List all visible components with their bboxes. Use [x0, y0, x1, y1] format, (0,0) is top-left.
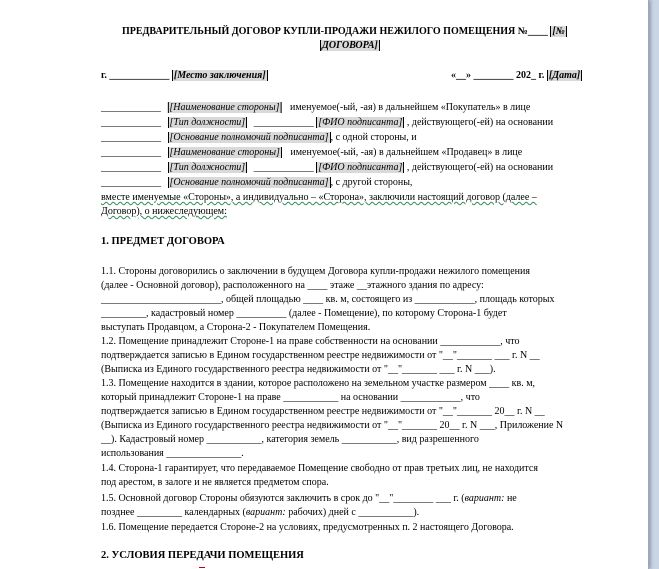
seller-signer-placeholder[interactable]: [ФИО подписанта]	[318, 162, 403, 173]
p1-4: _________, кадастровый номер __________ (далее - Помещение), по которому Сторона-1 будет	[101, 308, 507, 319]
seller-basis-placeholder[interactable]: [Основание полномочий подписанта]	[169, 177, 329, 188]
buyer-position-placeholder[interactable]: [Тип должности]	[169, 117, 246, 128]
p3-2: который принадлежит Стороне-1 на праве ___________ на основании ____________, что	[101, 392, 480, 403]
p1-2: (далее - Основной договор), расположенного на ____ этаже __этажного здания по адресу:	[101, 280, 484, 291]
p5-1: 1.5. Основной договор Стороны обязуются заключить в срок до "__"________ ___ г. (вариант: не	[101, 493, 517, 504]
parties-line-1: ____________ [Наименование стороны] именуемое(-ый, -ая) в дальнейшем «Покупатель» в лице	[101, 102, 531, 113]
p5-2: позднее _________ календарных (вариант: рабочих) дней с ___________).	[101, 507, 420, 518]
p1-3: ________________________, общей площадью ____ кв. м, состоящего из ____________, площадь которых	[101, 294, 555, 305]
p4-2: под арестом, в залоге и не является предметом спора.	[101, 477, 329, 488]
p4-1: 1.4. Сторона-1 гарантирует, что передаваемое Помещение свободно от прав третьих лиц, не находится	[101, 463, 538, 474]
title-line1: ПРЕДВАРИТЕЛЬНЫЙ ДОГОВОР КУПЛИ-ПРОДАЖИ НЕЖИЛОГО ПОМЕЩЕНИЯ №____	[122, 26, 548, 37]
parties-line-4: ____________ [Наименование стороны] именуемое(-ый, -ая) в дальнейшем «Продавец» в лице	[101, 147, 523, 158]
p3-6: использования _______________.	[101, 448, 244, 459]
place-line	[101, 70, 268, 82]
contract-number-placeholder-a[interactable]: [№	[552, 26, 565, 37]
p3-4: (Выписка из Единого государственного реестра недвижимости от "__"_______ 20__ г. N ___, Приложение N	[101, 420, 564, 431]
section1-heading: 1. ПРЕДМЕТ ДОГОВОРА	[101, 236, 225, 247]
parties-line-3: ____________ [Основание полномочий подписанта] , с одной стороны, и	[101, 132, 417, 143]
p1-5: выступать Продавцом, а Сторона-2 - Покупателем Помещения.	[101, 322, 371, 333]
parties-together-1: вместе именуемые «Стороны», а индивидуально – «Сторона», заключили настоящий договор (далее –	[101, 192, 537, 203]
parties-line-6: ____________ [Основание полномочий подписанта] , с другой стороны,	[101, 177, 413, 188]
seller-name-placeholder[interactable]: [Наименование стороны]	[169, 147, 280, 158]
place-placeholder[interactable]: [Место заключения]	[173, 70, 266, 81]
seller-position-placeholder[interactable]: [Тип должности]	[169, 162, 246, 173]
section2-heading: 2. УСЛОВИЯ ПЕРЕДАЧИ ПОМЕЩЕНИЯ	[101, 550, 304, 561]
p3-5: __). Кадастровый номер ___________, категория земель ___________, вид разрешенного	[101, 434, 479, 445]
p3-1: 1.3. Помещение находится в здании, которое расположено на земельном участке размером ____ кв. м,	[101, 378, 536, 389]
spelling-mark	[199, 563, 205, 568]
buyer-name-placeholder[interactable]: [Наименование стороны]	[169, 102, 280, 113]
contract-number-placeholder-b[interactable]: ДОГОВОРА]	[322, 40, 378, 51]
date-text: «__» ________ 202_ г.	[451, 70, 545, 81]
p2-1: 1.2. Помещение принадлежит Стороне-1 на праве собственности на основании ____________, что	[101, 336, 520, 347]
p2-2: подтверждается записью в Едином государственном реестре недвижимости от "__"_______ ___ г. N __	[101, 350, 540, 361]
document-title	[122, 26, 567, 38]
city-prefix: г. ____________	[101, 70, 170, 81]
p3-3: подтверждается записью в Едином государственном реестре недвижимости от "__"_______ 20__ г. N __	[101, 406, 545, 417]
p1-1: 1.1. Стороны договорились о заключении в будущем Договора купли-продажи нежилого помещения	[101, 266, 530, 277]
date-placeholder[interactable]: [Дата]	[548, 70, 581, 81]
parties-line-2: ____________ [Тип должности] ____________ [ФИО подписанта] , действующего(-ей) на основании	[101, 117, 554, 128]
parties-together-2: Договор), о нижеследующем:	[101, 206, 227, 217]
buyer-basis-placeholder[interactable]: [Основание полномочий подписанта]	[169, 132, 329, 143]
buyer-signer-placeholder[interactable]: [ФИО подписанта]	[318, 117, 403, 128]
parties-line-5: ____________ [Тип должности] ____________ [ФИО подписанта] , действующего(-ей) на основании	[101, 162, 554, 173]
p2-3: (Выписка из Единого государственного реестра недвижимости от "__"_______ ___ г. N ___).	[101, 364, 496, 375]
p6-1: 1.6. Помещение передается Стороне-2 на условиях, предусмотренных п. 2 настоящего Договора.	[101, 522, 514, 533]
date-line	[451, 70, 582, 82]
